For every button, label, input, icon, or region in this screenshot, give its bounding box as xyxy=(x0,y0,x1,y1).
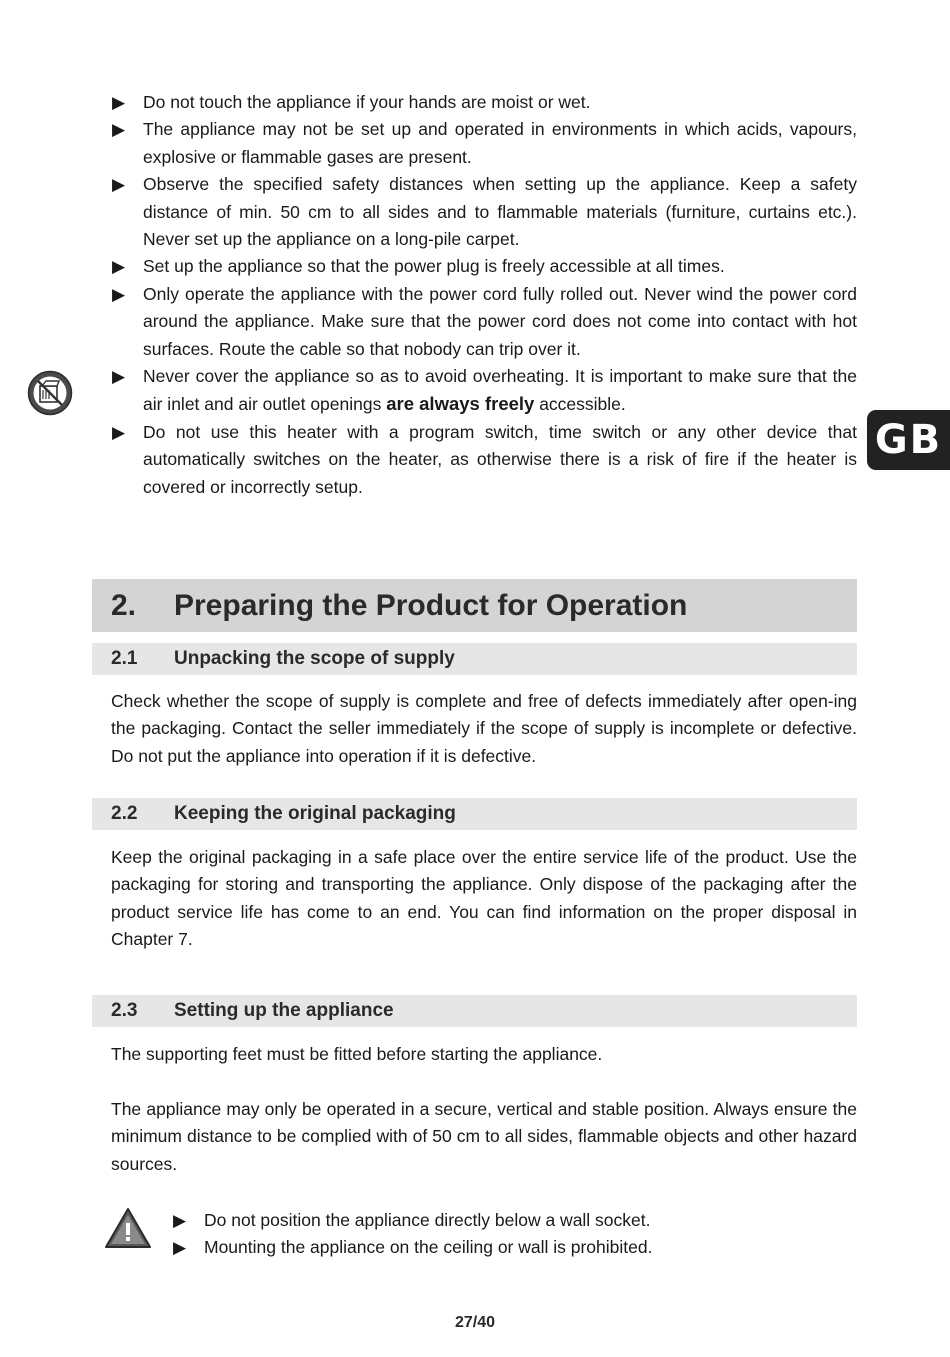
arrow-bullet-icon: ▶ xyxy=(112,175,126,195)
chapter-heading xyxy=(92,579,857,632)
section-heading-2-1 xyxy=(92,643,857,675)
section-number: 2.3 xyxy=(111,1000,138,1021)
section-heading-2-2 xyxy=(92,798,857,830)
warning-list xyxy=(173,1207,773,1262)
arrow-bullet-icon: ▶ xyxy=(112,93,126,112)
arrow-bullet-icon: ▶ xyxy=(112,284,126,304)
arrow-bullet-icon: ▶ xyxy=(173,1238,187,1258)
list-item: ▶ Observe the specified safety distances when setting up the appliance. Keep a safety distance of min. 50 cm to all sides and to flammable materials (furniture, curtains etc.). Never set up the appliance on a long-pile carpet. xyxy=(112,171,857,253)
list-item: ▶ Never cover the appliance so as to avoid overheating. It is important to make sure that the air inlet and air outlet openings are always freely accessible. xyxy=(112,363,857,419)
arrow-bullet-icon: ▶ xyxy=(112,422,126,442)
arrow-bullet-icon: ▶ xyxy=(112,367,126,387)
section-title: Keeping the original packaging xyxy=(174,803,456,824)
list-item: ▶ Do not position the appliance directly below a wall socket. xyxy=(173,1207,773,1234)
list-item: ▶ Only operate the appliance with the power cord fully rolled out. Never wind the power cord around the appliance. Make sure that the power cord does not come into contact with hot surfaces. Route the cable so that nobody can trip over it. xyxy=(112,281,857,363)
warning-triangle-icon xyxy=(104,1207,152,1249)
list-item: ▶ Mounting the appliance on the ceiling or wall is prohibited. xyxy=(173,1234,773,1261)
section-paragraph: Keep the original packaging in a safe place over the entire service life of the product. Use the packaging for storing and transporting the appliance. Only dispose of the packaging after the product service life has come to an end. You can find information on the proper disposal in Chapter 7. xyxy=(111,847,857,950)
list-item: ▶ Do not touch the appliance if your hands are moist or wet. xyxy=(112,89,857,116)
section-paragraph: The supporting feet must be fitted before starting the appliance. xyxy=(111,1044,603,1064)
safety-instructions-list xyxy=(112,89,857,501)
do-not-cover-icon xyxy=(27,370,73,416)
section-title: Setting up the appliance xyxy=(174,1000,394,1021)
list-item: ▶ Set up the appliance so that the power plug is freely accessible at all times. xyxy=(112,253,857,280)
list-item: ▶ Do not use this heater with a program switch, time switch or any other device that automatically switches on the heater, as otherwise there is a risk of fire if the heater is covered or incorrectly setup. xyxy=(112,419,857,501)
arrow-bullet-icon: ▶ xyxy=(173,1211,187,1230)
chapter-number: 2. xyxy=(111,589,137,622)
section-title: Unpacking the scope of supply xyxy=(174,648,455,669)
section-paragraph: The appliance may only be operated in a secure, vertical and stable position. Always ensure the minimum distance to be complied with of 50 cm to all sides, flammable objects and other hazard sources. xyxy=(111,1099,857,1174)
language-tab: GB xyxy=(867,410,950,470)
section-heading-2-3 xyxy=(92,995,857,1027)
page-number: 27/40 xyxy=(454,1314,496,1331)
section-number: 2.1 xyxy=(111,648,138,669)
section-number: 2.2 xyxy=(111,803,138,824)
section-paragraph: Check whether the scope of supply is complete and free of defects immediately after open-ing the packaging. Contact the seller immediately if the scope of supply is incomplete or defective. Do not put the appliance into operation if it is defective. xyxy=(111,691,857,766)
arrow-bullet-icon: ▶ xyxy=(112,120,126,140)
list-item: ▶ The appliance may not be set up and operated in environments in which acids, vapours, explosive or flammable gases are present. xyxy=(112,116,857,171)
arrow-bullet-icon: ▶ xyxy=(112,257,126,277)
chapter-title: Preparing the Product for Operation xyxy=(174,589,688,622)
